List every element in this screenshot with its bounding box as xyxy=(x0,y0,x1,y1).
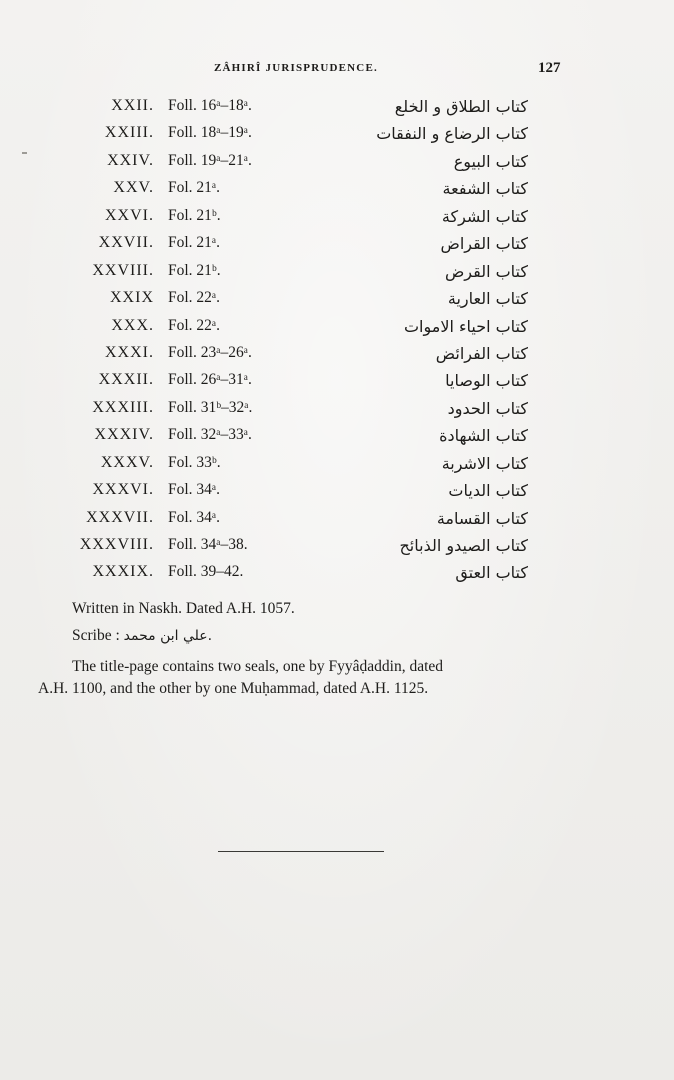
entry-arabic-title: كتاب الشهادة xyxy=(439,426,528,446)
entry-numeral: XXIII. xyxy=(104,124,154,142)
entry-folio: Foll. 31ᵇ–32ᵃ. xyxy=(168,398,253,416)
entry-numeral: XXX. xyxy=(111,316,154,334)
entry-folio: Fol. 22ᵃ. xyxy=(168,289,221,307)
entry-folio: Foll. 39–42. xyxy=(168,563,244,581)
entry-folio: Foll. 32ᵃ–33ᵃ. xyxy=(168,426,252,444)
entry-folio: Fol. 21ᵃ. xyxy=(168,179,221,197)
contents-entry xyxy=(0,260,674,287)
contents-entry xyxy=(0,561,674,588)
contents-entry xyxy=(0,177,674,204)
seals-paragraph xyxy=(38,656,564,700)
entry-arabic-title: كتاب الصيدو الذبائح xyxy=(399,536,528,555)
contents-entry xyxy=(0,205,674,232)
contents-entry xyxy=(0,452,674,479)
entry-folio: Fol. 21ᵃ. xyxy=(168,234,221,252)
entry-arabic-title: كتاب الطلاق و الخلع xyxy=(394,97,528,116)
contents-entry xyxy=(0,424,674,451)
entry-numeral: XXIX xyxy=(110,289,154,307)
contents-entry xyxy=(0,534,674,561)
entry-folio: Foll. 19ᵃ–21ᵃ. xyxy=(168,151,252,169)
contents-entry xyxy=(0,150,674,177)
entry-numeral: XXIV. xyxy=(107,151,154,169)
contents-entry xyxy=(0,122,674,149)
entry-numeral: XXVIII. xyxy=(92,261,154,279)
contents-entry xyxy=(0,232,674,259)
entry-arabic-title: كتاب الاشربة xyxy=(441,453,528,473)
entry-arabic-title: كتاب الرضاع و النفقات xyxy=(376,124,528,144)
entry-arabic-title: كتاب القراض xyxy=(440,234,528,254)
scribe-line xyxy=(72,627,564,656)
contents-entry xyxy=(0,315,674,342)
entry-arabic-title: كتاب الوصايا xyxy=(445,371,528,391)
entry-numeral: XXXV. xyxy=(100,453,154,471)
entry-arabic-title: كتاب البيوع xyxy=(453,151,528,171)
entry-arabic-title: كتاب الشركة xyxy=(441,206,528,226)
entry-numeral: XXXIV. xyxy=(94,426,154,444)
contents-entry xyxy=(0,342,674,369)
seals-line-2: A.H. 1100, and the other by one Muḥammad, dated A.H. 1125. xyxy=(38,680,429,697)
entry-arabic-title: كتاب الشفعة xyxy=(442,179,528,199)
section-divider xyxy=(218,851,384,852)
contents-entry xyxy=(0,287,674,314)
entry-arabic-title: كتاب الحدود xyxy=(447,398,528,418)
entry-numeral: XXXVII. xyxy=(86,508,154,526)
entry-numeral: XXVII. xyxy=(98,234,154,252)
entry-numeral: XXXVIII. xyxy=(79,536,154,553)
entry-numeral: XXII. xyxy=(111,97,154,114)
entry-folio: Fol. 22ᵃ. xyxy=(168,316,221,334)
entry-folio: Fol. 21ᵇ. xyxy=(168,261,221,279)
entry-folio: Foll. 26ᵃ–31ᵃ. xyxy=(168,371,252,389)
scribe-name: علي ابن محمد. xyxy=(123,628,213,644)
manuscript-notes xyxy=(38,600,564,700)
page-number: 127 xyxy=(538,60,561,76)
contents-entry xyxy=(0,95,674,122)
contents-entry xyxy=(0,397,674,424)
contents-entry xyxy=(0,479,674,506)
entry-arabic-title: كتاب القسامة xyxy=(436,508,528,528)
entry-arabic-title: كتاب الفرائض xyxy=(435,343,528,363)
scribe-label: Scribe : xyxy=(72,627,120,644)
seals-line-1: The title-page contains two seals, one by Fyyâḍaddin, dated xyxy=(72,658,444,675)
entry-folio: Fol. 34ᵃ. xyxy=(168,508,221,526)
entry-numeral: XXXI. xyxy=(105,343,154,361)
running-head: ZÂHIRÎ JURISPRUDENCE. xyxy=(214,62,378,74)
entry-folio: Fol. 34ᵃ. xyxy=(168,481,221,499)
entry-arabic-title: كتاب القرض xyxy=(444,261,528,281)
entry-folio: Foll. 23ᵃ–26ᵃ. xyxy=(168,343,252,361)
entry-numeral: XXXII. xyxy=(98,371,154,389)
entry-folio: Fol. 33ᵇ. xyxy=(168,453,221,471)
entry-folio: Foll. 34ᵃ–38. xyxy=(168,536,248,553)
entry-folio: Foll. 18ᵃ–19ᵃ. xyxy=(168,124,252,142)
entry-arabic-title: كتاب احياء الاموات xyxy=(403,316,528,336)
entry-arabic-title: كتاب العارية xyxy=(447,289,528,309)
entry-folio: Fol. 21ᵇ. xyxy=(168,206,221,224)
entry-numeral: XXVI. xyxy=(105,206,154,224)
entry-numeral: XXV. xyxy=(113,179,154,197)
contents-entry xyxy=(0,369,674,396)
entry-numeral: XXXVI. xyxy=(92,481,154,499)
entry-arabic-title: كتاب العتق xyxy=(455,563,528,583)
written-in-line: Written in Naskh. Dated A.H. 1057. xyxy=(72,600,295,617)
manuscript-contents-list xyxy=(0,95,674,589)
entry-folio: Foll. 16ᵃ–18ᵃ. xyxy=(168,97,252,114)
contents-entry xyxy=(0,507,674,534)
entry-arabic-title: كتاب الديات xyxy=(448,481,528,501)
entry-numeral: XXXIX. xyxy=(92,563,154,581)
entry-numeral: XXXIII. xyxy=(92,398,154,416)
